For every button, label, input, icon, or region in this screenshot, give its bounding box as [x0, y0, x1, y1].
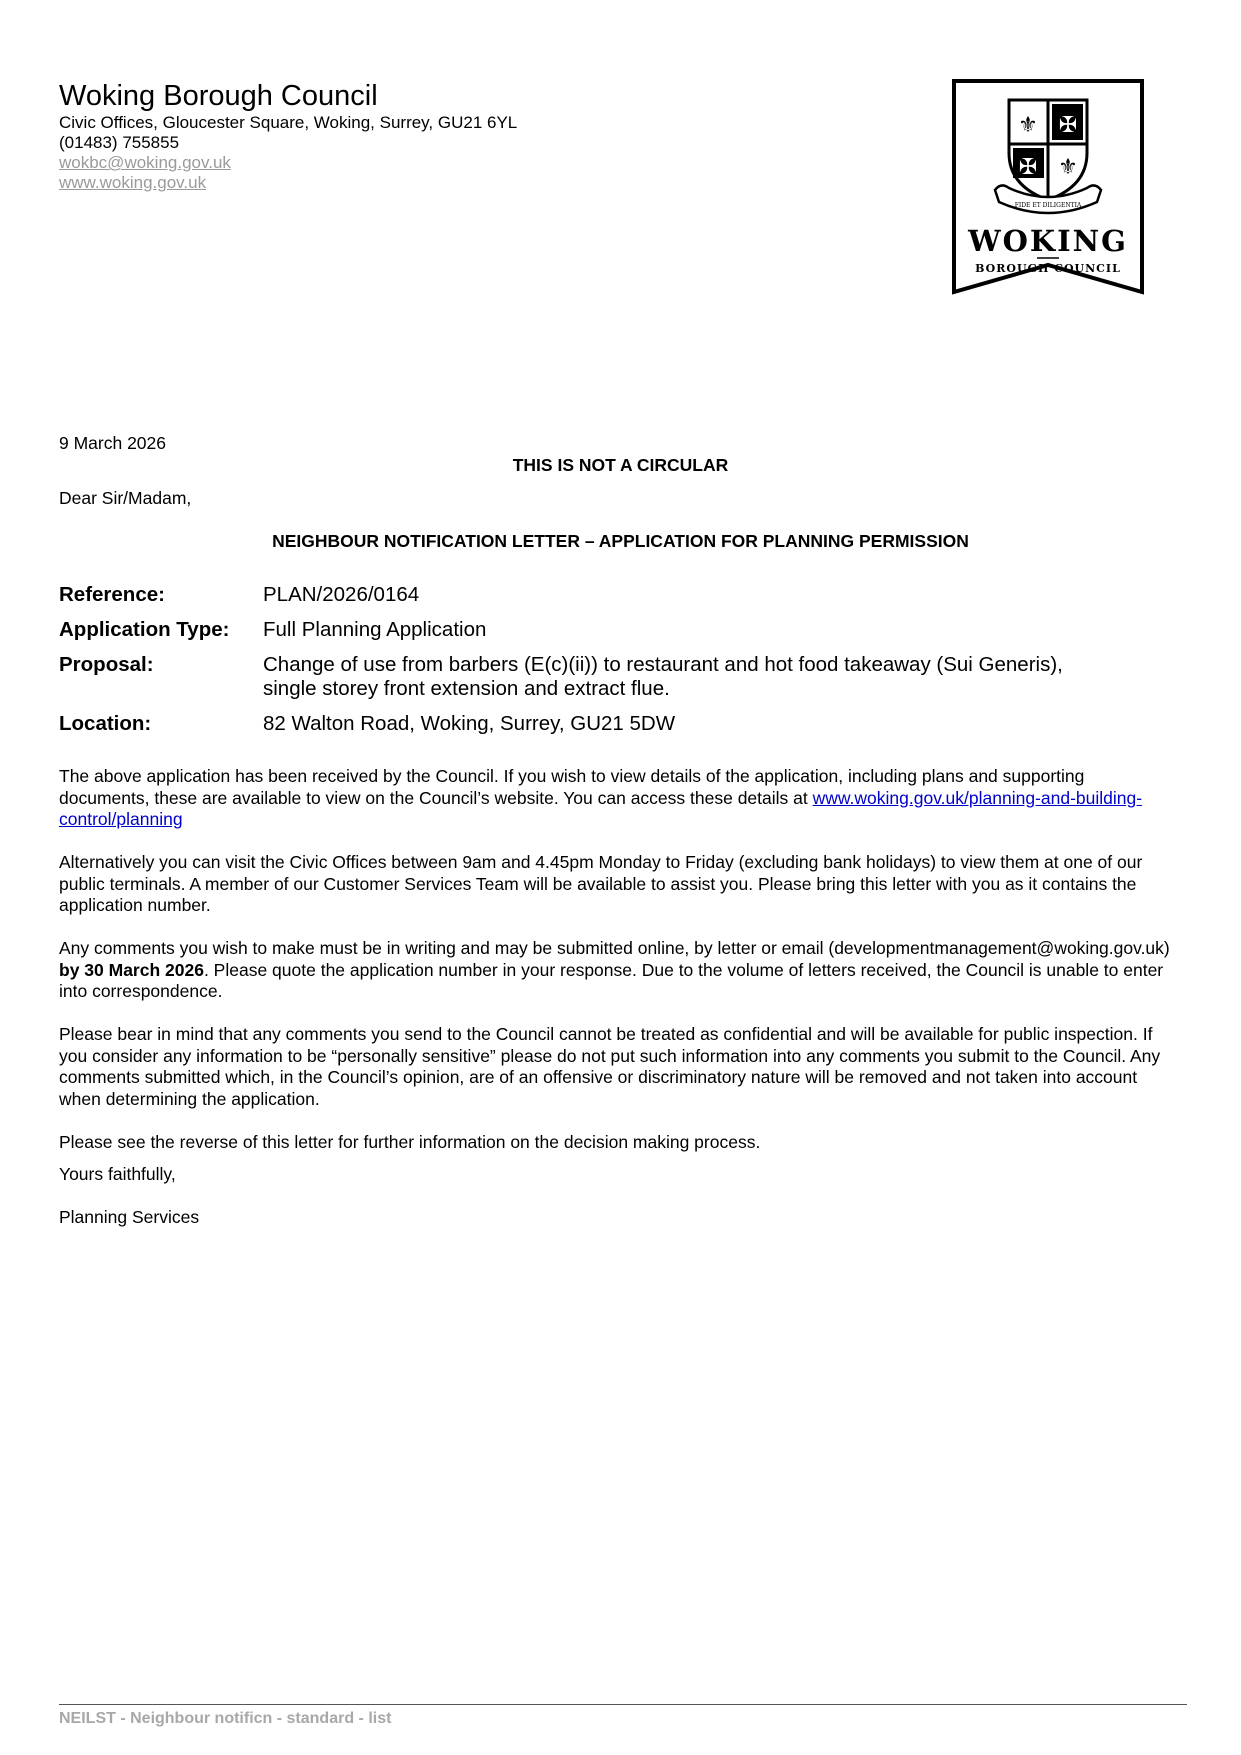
footer-code: NEILST - Neighbour notificn - standard - list: [59, 1710, 392, 1727]
council-website-link[interactable]: www.woking.gov.uk: [59, 173, 207, 192]
circular-notice: THIS IS NOT A CIRCULAR: [512, 455, 729, 475]
paragraph-view-details: [59, 766, 1179, 831]
logo-wordmark: WOKING: [968, 224, 1128, 258]
paragraph-view-details-text: The above application has been received by the Council. If you wish to view details of the application, including plans and supporting documents, these are available to view on the Council’s website. You can access these details at: [59, 766, 1085, 808]
logo-subtitle: BOROUGH COUNCIL: [975, 262, 1121, 275]
council-phone: (01483) 755855: [59, 133, 180, 152]
application-type-value: Full Planning Application: [263, 618, 487, 641]
svg-text:✠: ✠: [1058, 113, 1078, 138]
paragraph-comments-text: Any comments you wish to make must be in writing and may be submitted online, by letter or email (developmentmanagement@woking.gov.uk): [59, 938, 1170, 958]
application-type-label: Application Type:: [59, 618, 230, 641]
footer-divider: [59, 1704, 1187, 1705]
council-address: Civic Offices, Gloucester Square, Woking, Surrey, GU21 6YL: [59, 113, 518, 132]
location-label: Location:: [59, 712, 152, 735]
proposal-line-2: single storey front extension and extract flue.: [263, 677, 670, 700]
svg-text:⚜: ⚜: [1018, 113, 1038, 138]
salutation: Dear Sir/Madam,: [59, 488, 192, 508]
planning-website-link[interactable]: www.woking.gov.uk/planning-and-building-control/planning: [59, 787, 1143, 829]
signature: Planning Services: [59, 1207, 200, 1227]
comments-deadline: by 30 March 2026: [59, 959, 204, 980]
proposal-label: Proposal:: [59, 653, 154, 676]
location-value: 82 Walton Road, Woking, Surrey, GU21 5DW: [263, 712, 676, 735]
paragraph-comments: [59, 938, 1179, 1003]
paragraph-reverse: Please see the reverse of this letter for further information on the decision making process.: [59, 1132, 761, 1152]
svg-text:⚜: ⚜: [1058, 155, 1078, 180]
reference-value: PLAN/2026/0164: [263, 583, 420, 606]
paragraph-comments-text-end: . Please quote the application number in your response. Due to the volume of letters received, the Council is unable to enter into correspondence.: [59, 959, 1164, 1001]
letter-date: 9 March 2026: [59, 433, 167, 453]
paragraph-confidentiality: Please bear in mind that any comments you send to the Council cannot be treated as confidential and will be available for public inspection. If you consider any information to be “personally sensitive” please do not put such information into any comments you submit to the Council. Any comments submitted which, in the Council’s opinion, are of an offensive or discriminatory nature will be removed and not taken into account when determining the application.: [59, 1024, 1161, 1109]
paragraph-civic-offices: Alternatively you can visit the Civic Offices between 9am and 4.45pm Monday to Friday (excluding bank holidays) to view them at one of our public terminals. A member of our Customer Services Team will be available to assist you. Please bring this letter with you as it contains the application number.: [59, 852, 1143, 915]
letter-heading: NEIGHBOUR NOTIFICATION LETTER – APPLICATION FOR PLANNING PERMISSION: [272, 531, 969, 551]
logo-motto: FIDE ET DILIGENTIA: [1014, 202, 1082, 209]
closing: Yours faithfully,: [59, 1164, 176, 1184]
council-logo: [951, 78, 1145, 298]
council-email-link[interactable]: wokbc@woking.gov.uk: [59, 153, 231, 172]
reference-label: Reference:: [59, 583, 165, 606]
svg-text:✠: ✠: [1018, 155, 1038, 180]
proposal-line-1: Change of use from barbers (E(c)(ii)) to restaurant and hot food takeaway (Sui Generis),: [263, 653, 1063, 676]
council-name: Woking Borough Council: [59, 80, 378, 112]
